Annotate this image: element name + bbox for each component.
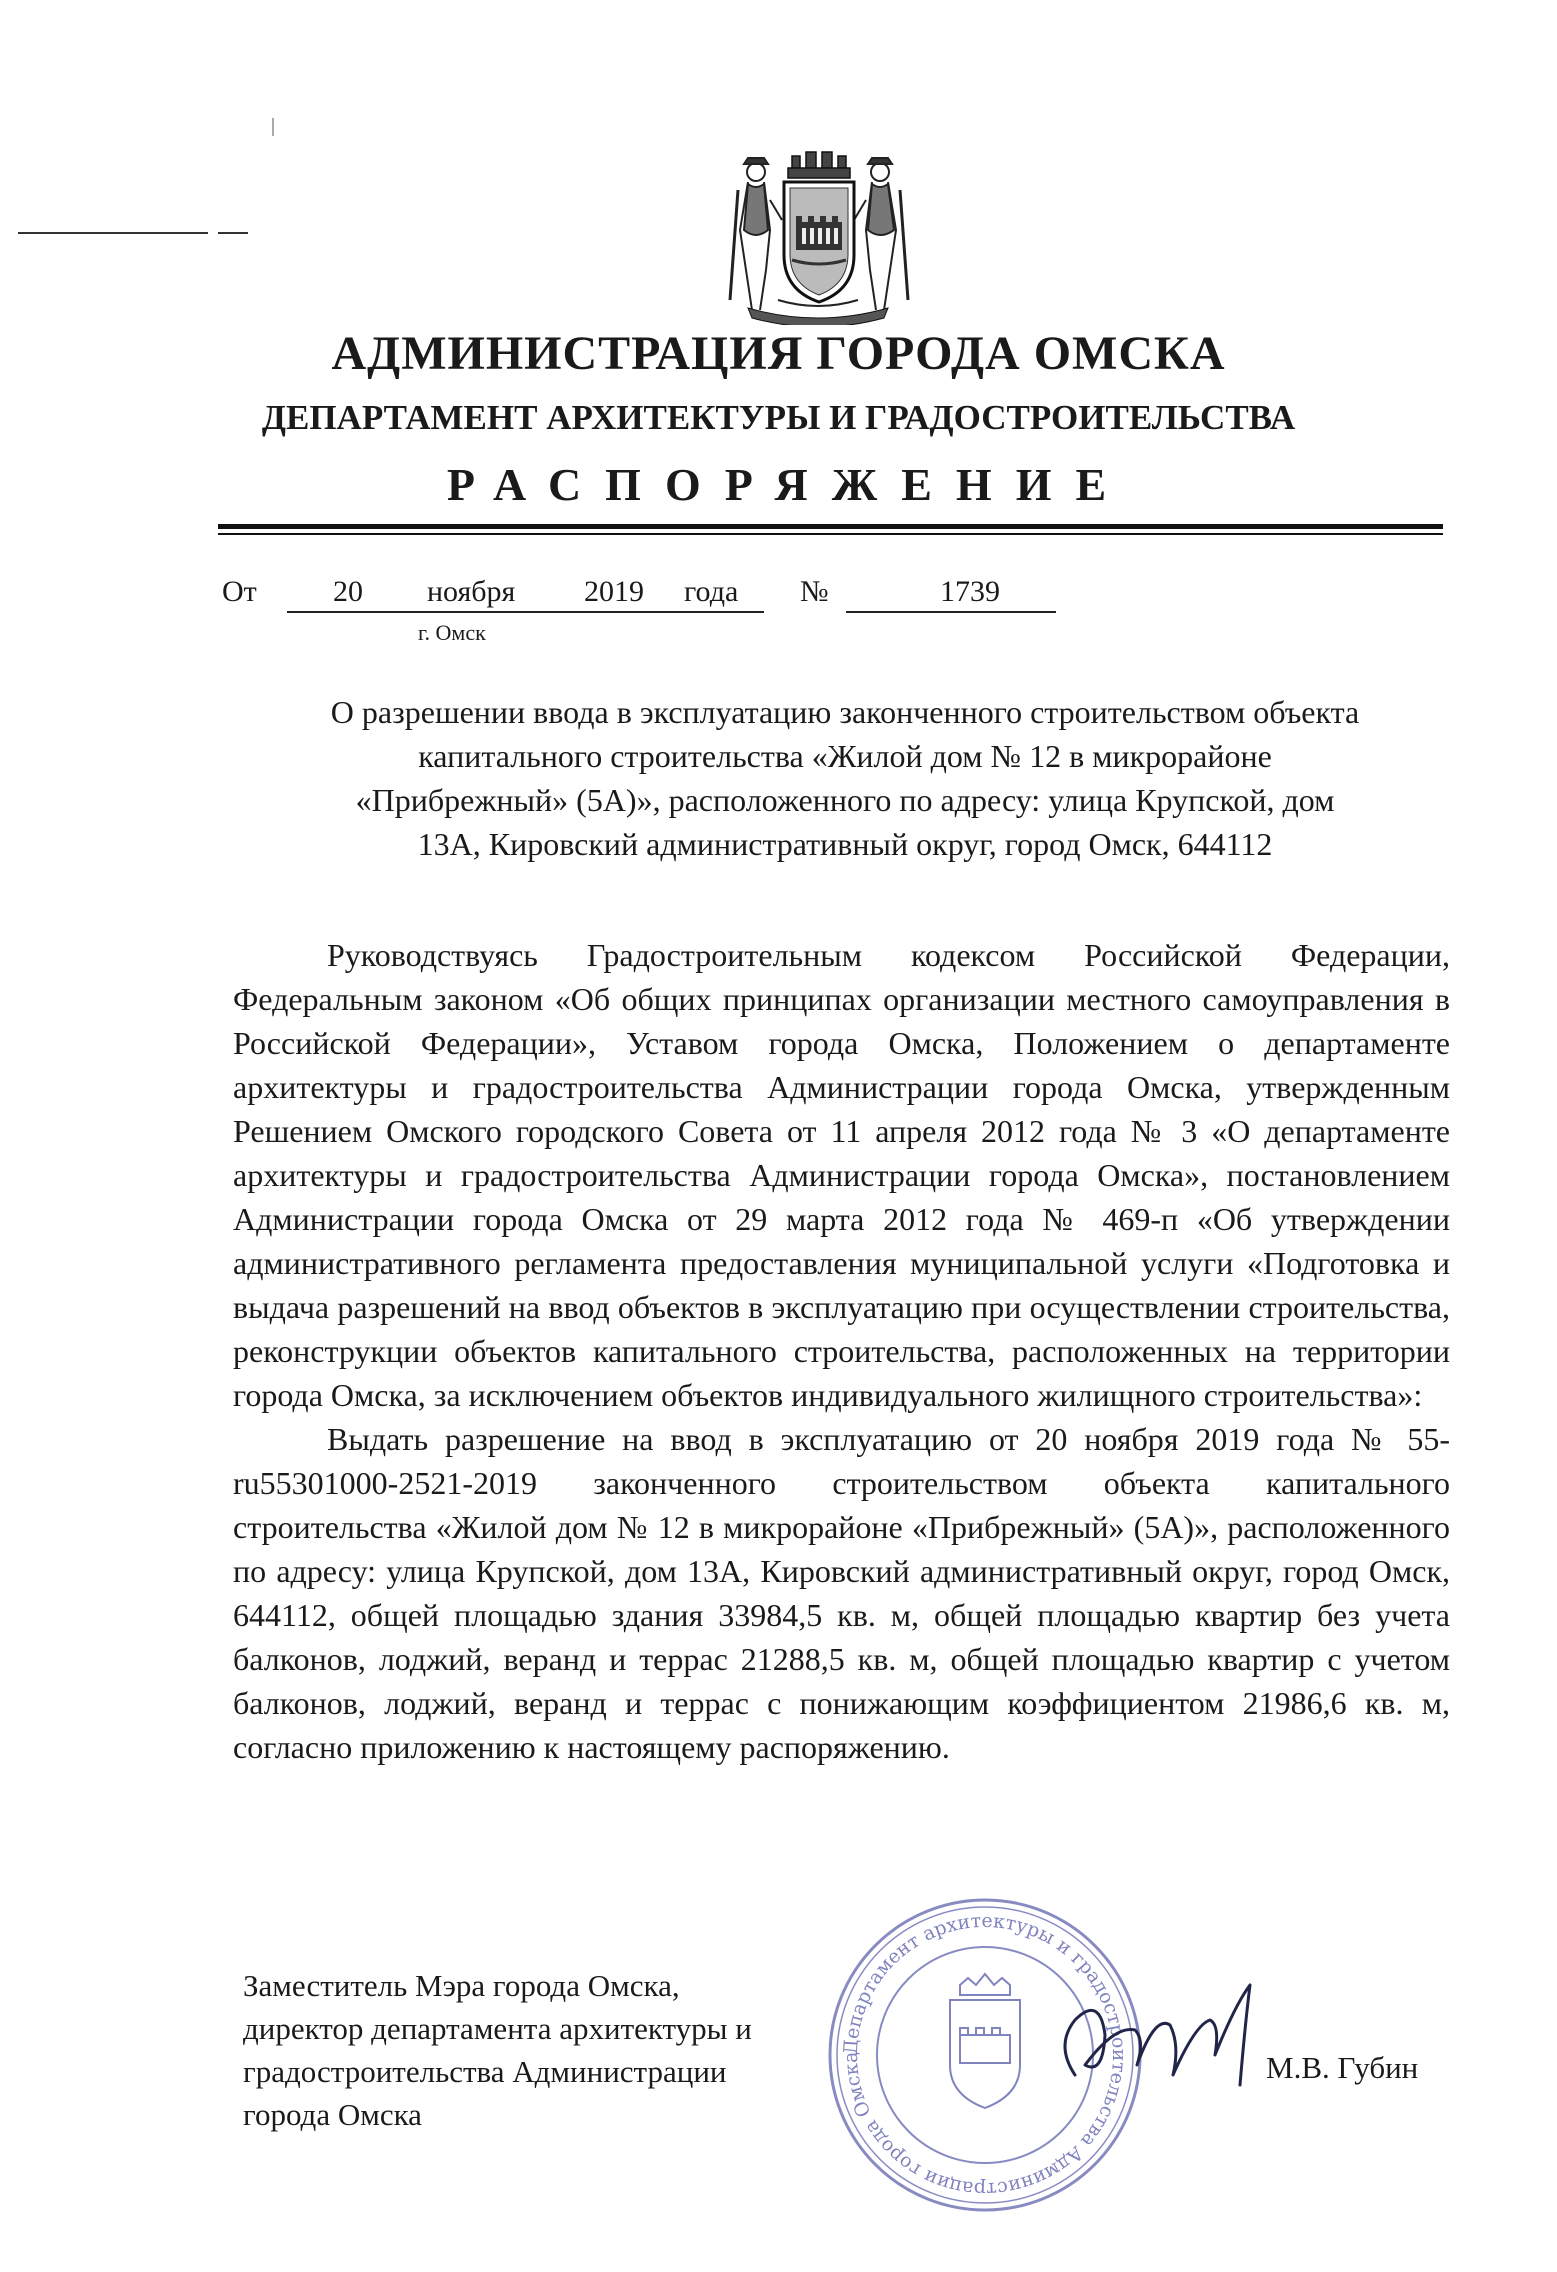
number-label: № [800, 575, 829, 608]
signatory-title-line: градостроительства Администрации [243, 2054, 727, 2089]
subject-line: 13А, Кировский административный округ, город Омск, 644112 [417, 826, 1273, 862]
from-label: От [222, 575, 257, 608]
scan-mark-left-short [218, 232, 248, 234]
header-divider-thick [218, 524, 1443, 529]
city-label: г. Омск [418, 620, 486, 645]
organization-title: АДМИНИСТРАЦИЯ ГОРОДА ОМСКА [331, 327, 1226, 380]
handwritten-signature [1045, 1965, 1275, 2105]
signatory-title [243, 1964, 752, 2136]
subject-line: «Прибрежный» (5А)», расположенного по адресу: улица Крупской, дом [355, 782, 1335, 818]
document-type-title: РАСПОРЯЖЕНИЕ [446, 459, 1131, 510]
signatory-title-line: Заместитель Мэра города Омска, [243, 1968, 680, 2003]
document-subject [220, 690, 1470, 866]
document-number: 1739 [940, 575, 1000, 608]
coat-of-arms-emblem [718, 150, 918, 325]
date-month: ноября [427, 575, 516, 608]
document-body [233, 933, 1450, 1769]
signatory-name: М.В. Губин [1266, 2050, 1419, 2085]
number-underline [846, 611, 1056, 613]
seal-text: Департамент архитектуры и градостроительства Администрации города Омска [839, 1909, 1131, 2201]
signatory-title-line: города Омска [243, 2097, 422, 2132]
signatory-title-line: директор департамента архитектуры и [243, 2011, 752, 2046]
date-underline [287, 611, 764, 613]
subject-line: капитального строительства «Жилой дом № 12 в микрорайоне [418, 738, 1272, 774]
date-day: 20 [333, 575, 363, 608]
subject-line: О разрешении ввода в эксплуатацию законченного строительством объекта [330, 694, 1360, 730]
body-paragraph: Выдать разрешение на ввод в эксплуатацию от 20 ноября 2019 года № 55-ru55301000-2521-2019 законченного строительством объекта капитального строительства «Жилой дом № 12 в микрорайоне «Прибрежный» (5А)», расположенного по адресу: улица Крупской, дом 13А, Кировский административный округ, город Омск, 644112, общей площадью здания 33984,5 кв. м, общей площадью квартир без учета балконов, лоджий, веранд и террас 21288,5 кв. м, общей площадью квартир с учетом балконов, лоджий, веранд и террас с понижающим коэффициентом 21986,6 кв. м, согласно приложению к настоящему распоряжению. [233, 1421, 1450, 1765]
header-divider-thin [218, 533, 1443, 535]
scan-mark-left [18, 232, 208, 234]
scan-mark-top [272, 118, 274, 136]
date-year: 2019 [584, 575, 644, 608]
department-title: ДЕПАРТАМЕНТ АРХИТЕКТУРЫ И ГРАДОСТРОИТЕЛЬСТВА [261, 398, 1296, 437]
date-year-word: года [684, 575, 739, 608]
body-paragraph: Руководствуясь Градостроительным кодексом Российской Федерации, Федеральным законом «Об общих принципах организации местного самоуправления в Российской Федерации», Уставом города Омска, Положением о департаменте архитектуры и градостроительства Администрации города Омска, утвержденным Решением Омского городского Совета от 11 апреля 2012 года № 3 «О департаменте архитектуры и градостроительства Администрации города Омска», постановлением Администрации города Омска от 29 марта 2012 года № 469-п «Об утверждении административного регламента предоставления муниципальной услуги «Подготовка и выдача разрешений на ввод объектов в эксплуатацию при осуществлении строительства, реконструкции объектов капитального строительства, расположенных на территории города Омска, за исключением объектов индивидуального жилищного строительства»: [233, 937, 1450, 1413]
